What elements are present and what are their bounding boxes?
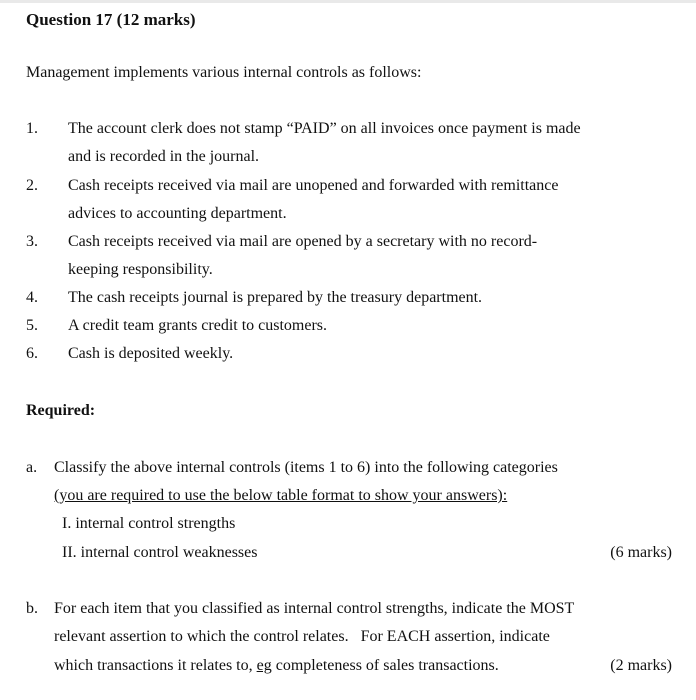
item-text-line: A credit team grants credit to customers. xyxy=(68,317,328,334)
part-b-eg: eg xyxy=(256,657,272,674)
part-a-instruction: (you are required to use the below table format to show your answers): xyxy=(54,487,508,504)
item-number: 4. xyxy=(26,289,38,306)
item-number: 6. xyxy=(26,345,38,362)
category-strengths: I. internal control strengths xyxy=(62,515,236,532)
part-b-line: For each item that you classified as internal control strengths, indicate the MOST xyxy=(54,600,575,617)
item-text-line: Cash receipts received via mail are opened by a secretary with no record- xyxy=(68,233,538,250)
item-text-line: The cash receipts journal is prepared by the treasury department. xyxy=(68,289,483,306)
item-text-line: The account clerk does not stamp “PAID” on all invoices once payment is made xyxy=(68,120,581,137)
item-text-line: and is recorded in the journal. xyxy=(68,148,260,165)
item-text-line: keeping responsibility. xyxy=(68,261,213,278)
part-a-line: Classify the above internal controls (items 1 to 6) into the following categories xyxy=(54,459,558,476)
category-weaknesses: II. internal control weaknesses xyxy=(62,544,258,561)
part-a-marks: (6 marks) xyxy=(610,544,672,561)
item-number: 2. xyxy=(26,177,38,194)
part-b-line xyxy=(54,657,499,675)
item-number: 1. xyxy=(26,120,38,137)
item-text-line: Cash receipts received via mail are unopened and forwarded with remittance xyxy=(68,177,559,194)
item-number: 5. xyxy=(26,317,38,334)
page-top-edge xyxy=(0,0,696,3)
intro-text: Management implements various internal controls as follows: xyxy=(26,64,422,81)
part-b-letter: b. xyxy=(26,600,38,617)
part-a-letter: a. xyxy=(26,459,38,476)
required-heading: Required: xyxy=(26,402,96,419)
part-b-line3-text: which transactions it relates to, xyxy=(54,657,257,674)
part-b-line: relevant assertion to which the control relates. For EACH assertion, indicate xyxy=(54,628,550,645)
question-title: Question 17 (12 marks) xyxy=(26,10,196,29)
item-text-line: Cash is deposited weekly. xyxy=(68,345,234,362)
item-number: 3. xyxy=(26,233,38,250)
part-b-line3-text: completeness of sales transactions. xyxy=(271,657,499,674)
part-b-marks: (2 marks) xyxy=(610,657,672,674)
item-text-line: advices to accounting department. xyxy=(68,205,287,222)
